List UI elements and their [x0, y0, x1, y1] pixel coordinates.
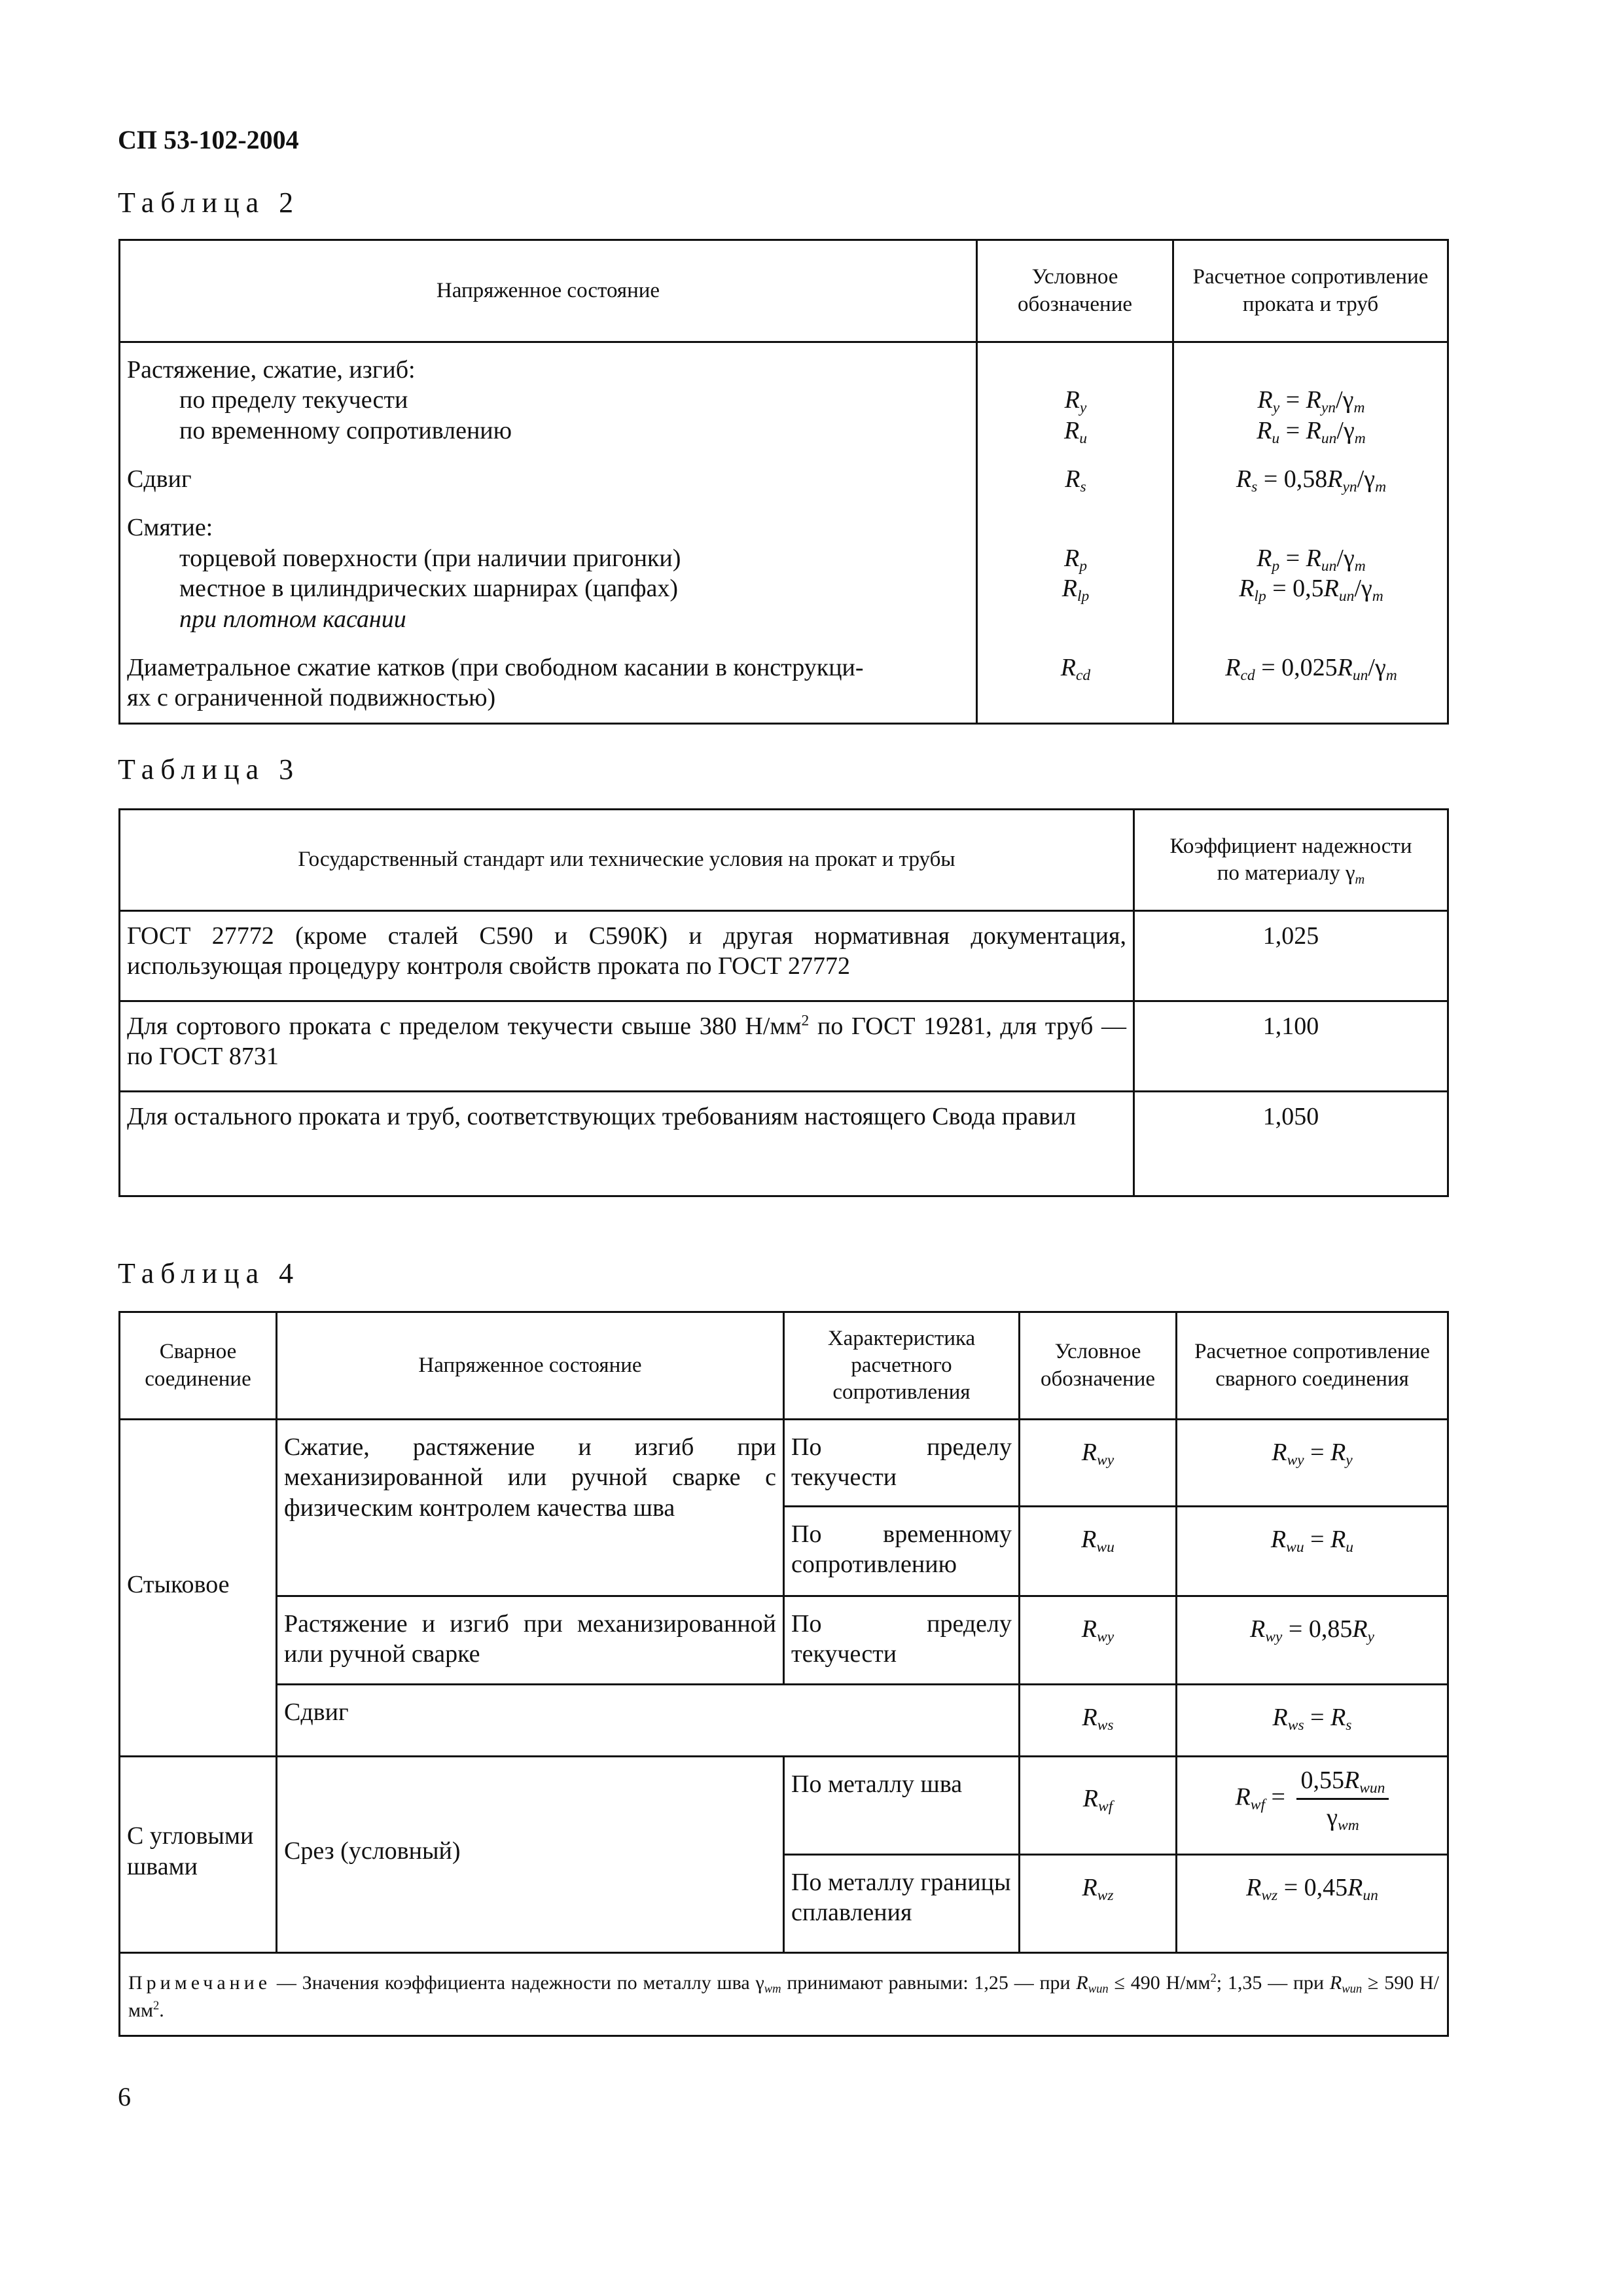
- local-hinge-label: местное в цилиндрических шарнирах (цапфах): [179, 575, 679, 603]
- joint-fillet: С угловыми швами: [120, 1757, 277, 1953]
- table4-header-row: [120, 1312, 1448, 1420]
- fillet-symbol-1: $R_{wf}$: [1020, 1757, 1177, 1855]
- joint-butt: Стыковое: [120, 1420, 277, 1757]
- symbol-rs: $R_s$: [1065, 465, 1086, 496]
- table2-body-row: [120, 342, 1448, 724]
- formula-rs: $R_s = 0,58R_{yn}/\gamma_m$: [1236, 465, 1387, 496]
- butt-formula-4: $R_{ws} = R_s$: [1177, 1685, 1448, 1757]
- table2-header-symbol: Условное обозначение: [977, 240, 1173, 342]
- formula-rcd: $R_{cd} = 0,025R_{un}/\gamma_m$: [1225, 653, 1397, 684]
- fillet-symbol-2: $R_{wz}$: [1020, 1855, 1177, 1953]
- table3: [118, 808, 1449, 1197]
- fillet-char-1: По металлу шва: [784, 1757, 1020, 1855]
- butt-formula-1: $R_{wy} = R_y$: [1177, 1420, 1448, 1507]
- table4-header-characteristic: Характеристика расчетного сопротивления: [784, 1312, 1020, 1420]
- table4-header-joint: Сварное соединение: [120, 1312, 277, 1420]
- table2-formulas-cell: [1173, 342, 1448, 724]
- butt-char-1: По пределу текучести: [784, 1420, 1020, 1507]
- table2-header-state: Напряженное состояние: [120, 240, 977, 342]
- table4: [118, 1311, 1449, 2037]
- fillet-state: Срез (условный): [277, 1757, 784, 1953]
- table4-header-state: Напряженное состояние: [277, 1312, 784, 1420]
- table-row: [120, 1420, 1448, 1507]
- table4-header-symbol: Условное обозначение: [1020, 1312, 1177, 1420]
- table2-caption: Таблица 2: [118, 187, 300, 219]
- butt-symbol-2: $R_{wu}$: [1020, 1507, 1177, 1596]
- butt-symbol-4: $R_{ws}$: [1020, 1685, 1177, 1757]
- fillet-formula-fraction: $\frac{0,55R_{wun}}{\gamma_{wm}}$: [1296, 1765, 1389, 1833]
- fillet-formula-2: $R_{wz} = 0,45R_{un}$: [1177, 1855, 1448, 1953]
- table4-caption: Таблица 4: [118, 1257, 300, 1289]
- table2: [118, 239, 1449, 725]
- table2-symbols-cell: [977, 342, 1173, 724]
- bearing-title: Смятие:: [127, 514, 213, 542]
- formula-ry: $R_y = R_{yn}/\gamma_m$: [1257, 386, 1365, 417]
- butt-formula-3: $R_{wy} = 0,85R_y$: [1177, 1596, 1448, 1685]
- symbol-rlp: $R_{lp}$: [1061, 575, 1090, 605]
- table2-header-row: [120, 240, 1448, 342]
- fillet-formula-1: $R_{wf}$ = $\frac{0,55R_{wun}}{\gamma_{wm}}$: [1177, 1757, 1448, 1855]
- table3-row3-text: Для остального проката и труб, соответствующих требованиям настоящего Свода правил: [120, 1092, 1134, 1196]
- table-row: [120, 1757, 1448, 1855]
- end-surface-label: торцевой поверхности (при наличии пригонки): [179, 544, 681, 572]
- table4-note: Примечание — Значения коэффициента надежности по металлу шва $\gamma_{wm}$ принимают равными: 1,25 — при $R_{wun} \le 490$ $Н/мм^2$; 1,35 — при $R_{wun} \ge 590$ $Н/мм^2$.: [120, 1953, 1448, 2036]
- table3-header-standard: Государственный стандарт или технические условия на прокат и трубы: [120, 810, 1134, 911]
- butt-state-3: Сдвиг: [277, 1685, 1020, 1757]
- butt-state-1: Сжатие, растяжение и изгиб при механизированной или ручной сварке с физическим контролем качества шва: [277, 1420, 784, 1596]
- formula-ru: $R_u = R_{un}/\gamma_m$: [1257, 416, 1366, 447]
- table3-row2-value: 1,100: [1134, 1001, 1448, 1092]
- table3-caption: Таблица 3: [118, 753, 300, 785]
- table3-row1-text: ГОСТ 27772 (кроме сталей С590 и С590К) и другая нормативная документация, использующая процедуру контроля свойств проката по ГОСТ 27772: [120, 911, 1134, 1001]
- butt-state-2: Растяжение и изгиб при механизированной или ручной сварке: [277, 1596, 784, 1685]
- document-code: СП 53-102-2004: [118, 125, 299, 154]
- symbol-rp: $R_p$: [1064, 544, 1087, 575]
- butt-formula-2: $R_{wu} = R_u$: [1177, 1507, 1448, 1596]
- formula-rp: $R_p = R_{un}/\gamma_m$: [1257, 544, 1366, 575]
- table2-states-cell: [120, 342, 977, 724]
- table2-header-resistance: Расчетное сопротивление проката и труб: [1173, 240, 1448, 342]
- tight-contact-label: при плотном касании: [179, 605, 406, 633]
- page-number: 6: [118, 2082, 131, 2111]
- symbol-ru: $R_u$: [1064, 416, 1087, 447]
- roller-compression-title-cont: ях с ограниченной подвижностью): [127, 684, 496, 712]
- table-row: [120, 1092, 1448, 1196]
- butt-char-3: По пределу текучести: [784, 1596, 1020, 1685]
- table-row: [120, 911, 1448, 1001]
- table4-note-row: [120, 1953, 1448, 2036]
- butt-char-2: По временному сопротивлению: [784, 1507, 1020, 1596]
- table4-header-resistance: Расчетное сопротивление сварного соединения: [1177, 1312, 1448, 1420]
- butt-symbol-1: $R_{wy}$: [1020, 1420, 1177, 1507]
- fillet-char-2: По металлу границы сплавления: [784, 1855, 1020, 1953]
- table-row: [120, 1001, 1448, 1092]
- table3-row2-text: Для сортового проката с пределом текучести свыше 380 $Н/мм^2$ по ГОСТ 19281, для труб — по ГОСТ 8731: [120, 1001, 1134, 1092]
- ultimate-label: по временному сопротивлению: [179, 416, 512, 444]
- table3-row1-value: 1,025: [1134, 911, 1448, 1001]
- formula-rlp: $R_{lp} = 0,5R_{un}/\gamma_m$: [1239, 575, 1383, 605]
- tension-title: Растяжение, сжатие, изгиб:: [127, 356, 416, 384]
- yield-label: по пределу текучести: [179, 386, 408, 414]
- table-row: [120, 1685, 1448, 1757]
- table-row: [120, 1596, 1448, 1685]
- table3-header-row: [120, 810, 1448, 911]
- butt-symbol-3: $R_{wy}$: [1020, 1596, 1177, 1685]
- roller-compression-title: Диаметральное сжатие катков (при свободном касании в конструкци-: [127, 653, 864, 681]
- symbol-rcd: $R_{cd}$: [1060, 653, 1091, 684]
- symbol-ry: $R_y$: [1064, 386, 1087, 417]
- shear-title: Сдвиг: [127, 465, 192, 493]
- table3-header-coefficient: Коэффициент надежности по материалу $\gamma_m$: [1134, 810, 1448, 911]
- note-label: Примечание: [128, 1972, 272, 1994]
- table3-row3-value: 1,050: [1134, 1092, 1448, 1196]
